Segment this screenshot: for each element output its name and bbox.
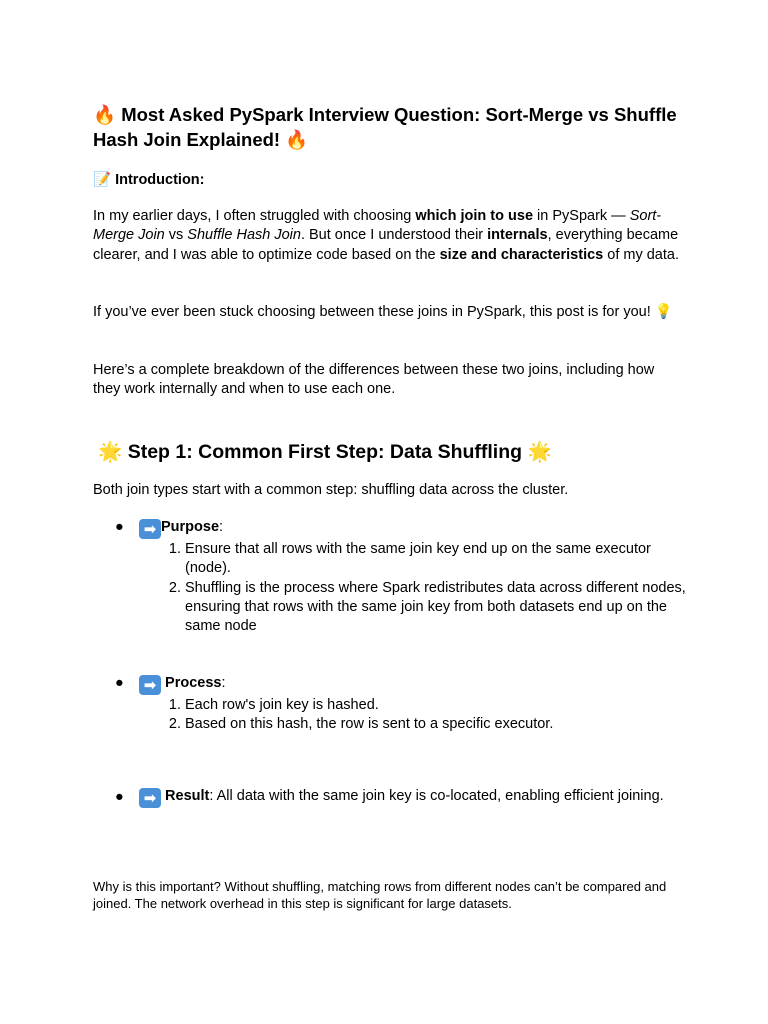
intro-text: In my earlier days, I often struggled with choosing — [93, 208, 416, 224]
right-arrow-icon: ➡ — [139, 675, 161, 695]
intro-text: of my data. — [603, 246, 679, 263]
star-icon: 🌟 — [98, 440, 123, 463]
process-list — [163, 696, 695, 735]
process-line — [139, 673, 679, 695]
introduction-heading — [93, 171, 205, 190]
star-icon: 🌟 — [527, 440, 552, 463]
right-arrow-icon: ➡ — [139, 519, 161, 539]
fire-icon: 🔥 — [285, 130, 309, 151]
intro-text: in PySpark — — [533, 208, 630, 224]
intro-text: vs — [164, 227, 188, 244]
purpose-list — [163, 540, 695, 636]
list-item: 2. Shuffling is the process where Spark redistributes data across different nodes, ensuring that rows with the same join key from both datasets end up on the same node — [185, 579, 695, 637]
right-arrow-icon: ➡ — [139, 788, 161, 808]
document-title — [93, 103, 683, 153]
stuck-paragraph — [93, 303, 683, 322]
intro-bold-size: size and characteristics — [439, 246, 604, 263]
bullet-result: ● — [115, 789, 124, 805]
result-line — [139, 786, 679, 808]
list-item: 1. Ensure that all rows with the same join key end up on the same executor (node). — [185, 540, 695, 579]
step1-heading — [98, 439, 552, 465]
fire-icon: 🔥 — [93, 105, 117, 126]
lightbulb-icon: 💡 — [654, 304, 673, 320]
intro-text: , everything became clearer, and I was able to optimize code based on the — [93, 227, 679, 263]
introduction-label: Introduction: — [115, 172, 205, 188]
intro-italic-sort-merge: Sort-Merge Join — [93, 208, 662, 244]
title-text: Most Asked PySpark Interview Question: Sort-Merge vs Shuffle Hash Join Explained! — [93, 104, 677, 150]
step1-heading-text: Step 1: Common First Step: Data Shuffling — [127, 441, 523, 463]
result-label: Result — [165, 788, 210, 804]
result-text: : All data with the same join key is co-located, enabling efficient joining. — [209, 788, 664, 804]
list-item: 2. Based on this hash, the row is sent to a specific executor. — [185, 715, 695, 734]
breakdown-paragraph: Here’s a complete breakdown of the differences between these two joins, including how they work internally and when to use each one. — [93, 362, 655, 398]
purpose-label: Purpose — [161, 519, 220, 535]
intro-text: . But once I understood their — [300, 227, 488, 244]
step1-intro: Both join types start with a common step: shuffling data across the cluster. — [93, 482, 569, 498]
intro-bold-which-join: which join to use — [415, 208, 534, 224]
purpose-line — [139, 517, 679, 539]
bullet-process: ● — [115, 675, 124, 691]
memo-icon: 📝 — [93, 172, 112, 188]
intro-bold-internals: internals — [487, 227, 548, 244]
intro-paragraph — [93, 207, 683, 265]
purpose-colon: : — [219, 519, 224, 535]
process-colon: : — [221, 675, 226, 691]
stuck-text: If you’ve ever been stuck choosing between these joins in PySpark, this post is for you! — [93, 304, 651, 320]
process-label: Process — [165, 675, 222, 691]
why-important-paragraph: Why is this important? Without shuffling, matching rows from different nodes can’t be compared and joined. The network overhead in this step is significant for large datasets. — [93, 879, 667, 911]
bullet-purpose: ● — [115, 519, 124, 535]
list-item: 1. Each row's join key is hashed. — [185, 696, 695, 715]
intro-italic-shuffle-hash: Shuffle Hash Join — [187, 227, 301, 244]
